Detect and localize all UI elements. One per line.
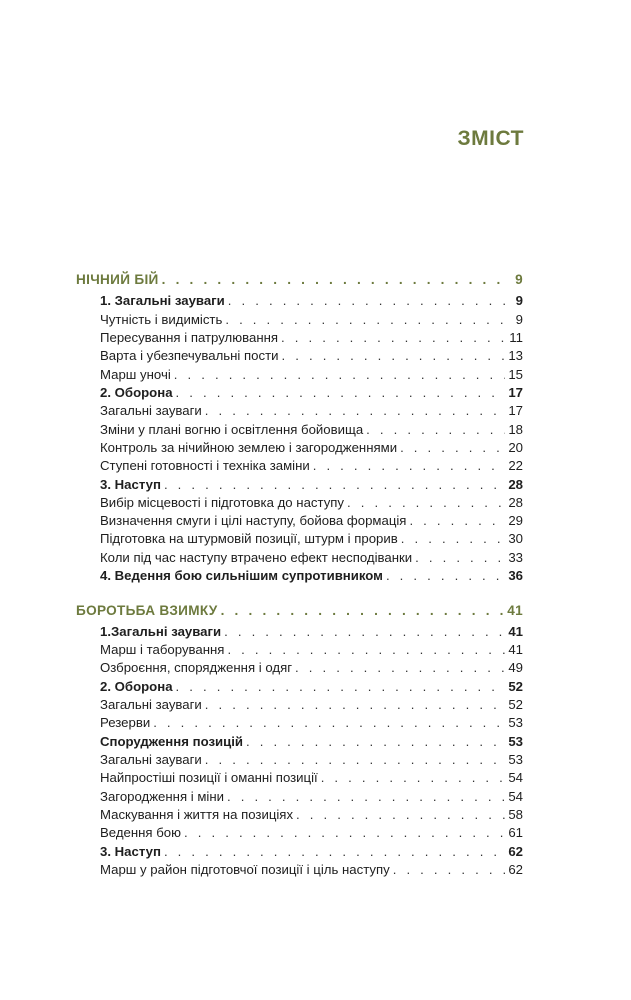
toc-entry [100,366,523,384]
toc-section [76,602,523,620]
toc-entry-label: Маскування і життя на позиціях [100,807,294,822]
toc-entry-label: Зміни у плані вогню і освітлення бойовища [100,422,364,437]
toc-entry-label: Загальні зауваги [100,752,202,767]
toc-entry-label: Найпростіші позиції і оманні позиції [100,770,318,785]
toc-entry [100,769,523,787]
toc-entry-label: Загальні зауваги [100,697,202,712]
toc-entry [100,421,523,439]
toc-entry-page: 15 [508,367,523,382]
toc-entry [100,347,523,365]
toc-leader-dots [162,271,506,289]
toc-entry-page: 52 [508,679,523,694]
toc-entry-label: 1. Загальні зауваги [100,293,225,308]
toc-leader-dots [205,402,506,420]
toc-entry [100,733,523,751]
toc-leader-dots [184,824,505,842]
toc-leader-dots [205,696,506,714]
toc-entry-page: 53 [508,734,523,749]
toc-leader-dots [415,549,505,567]
toc-entry-page: 41 [507,603,523,618]
toc-leader-dots [281,329,506,347]
toc-entry [100,512,523,530]
toc-entry [100,714,523,732]
toc-entry-label: 3. Наступ [100,844,161,859]
toc-entry [100,806,523,824]
toc-entry-page: 20 [508,440,523,455]
toc-entry-page: 62 [508,862,523,877]
toc-entry [100,494,523,512]
toc-leader-dots [400,439,505,457]
toc-entry [100,659,523,677]
toc-entry [100,457,523,475]
toc-entry-page: 36 [508,568,523,583]
toc-entry [100,549,523,567]
toc-leader-dots [224,623,505,641]
toc-entry-page: 53 [508,752,523,767]
toc-entry [100,329,523,347]
toc-entry-page: 28 [508,477,523,492]
toc-entry-label: Визначення смуги і цілі наступу, бойова формація [100,513,407,528]
toc-leader-dots [393,861,506,879]
toc-leader-dots [282,347,506,365]
toc-leader-dots [174,366,506,384]
toc-leader-dots [227,641,505,659]
toc-entry-label: Пересування і патрулювання [100,330,279,345]
toc-entry [100,384,523,402]
toc-leader-dots [228,292,506,310]
toc-entry [100,696,523,714]
toc-leader-dots [205,751,506,769]
toc-entry-page: 54 [508,789,523,804]
toc-leader-dots [386,567,505,585]
toc-leader-dots [164,843,505,861]
toc-leader-dots [313,457,506,475]
toc-entry-label: БОРОТЬБА ВЗИМКУ [76,603,218,618]
toc-entry [100,292,523,310]
toc-entry-label: 2. Оборона [100,385,173,400]
toc-entry-label: Марш уночі [100,367,171,382]
toc-leader-dots [296,806,505,824]
toc-entry [100,567,523,585]
toc-entry-label: Підготовка на штурмовій позиції, штурм і прорив [100,531,398,546]
toc-entry-label: Резерви [100,715,151,730]
toc-entry-label: Ведення бою [100,825,182,840]
toc-leader-dots [164,476,505,494]
toc-entry-page: 9 [515,272,523,287]
toc-entry [100,641,523,659]
toc-leader-dots [366,421,505,439]
toc-leader-dots [347,494,505,512]
toc-entry-page: 17 [508,385,523,400]
toc-entry [100,751,523,769]
toc-entry-label: Вибір місцевості і підготовка до наступу [100,495,345,510]
page-title: ЗМІСТ [457,127,524,150]
toc-entry-page: 30 [508,531,523,546]
toc-entry [100,311,523,329]
toc-entry-page: 49 [508,660,523,675]
toc-entry-page: 62 [508,844,523,859]
toc-section [76,271,523,289]
toc-entry-page: 9 [515,312,523,327]
toc-entry-page: 28 [508,495,523,510]
toc-entry-page: 41 [508,642,523,657]
toc-entry [100,402,523,420]
toc-entry-page: 54 [508,770,523,785]
toc-entry-page: 58 [508,807,523,822]
toc-entry-page: 29 [508,513,523,528]
toc-entry-label: Озброєння, спорядження і одяг [100,660,293,675]
toc-leader-dots [401,530,506,548]
toc-entry-page: 41 [508,624,523,639]
toc-entry [100,530,523,548]
toc-entry-page: 22 [508,458,523,473]
toc-leader-dots [176,678,506,696]
toc-entry-label: 4. Ведення бою сильнішим супротивником [100,568,383,583]
toc-entry [100,439,523,457]
toc-entry-page: 18 [508,422,523,437]
toc-leader-dots [221,602,505,620]
toc-entry [100,678,523,696]
toc-entry-label: НІЧНИЙ БІЙ [76,272,159,287]
toc-leader-dots [225,311,506,329]
toc-leader-dots [246,733,505,751]
toc-entry-label: Спорудження позицій [100,734,243,749]
toc-leader-dots [409,512,505,530]
toc-leader-dots [153,714,505,732]
toc-entry-label: 3. Наступ [100,477,161,492]
toc-entry-page: 13 [508,348,523,363]
toc-leader-dots [176,384,506,402]
toc-entry-label: Варта і убезпечувальні пости [100,348,279,363]
toc-entry-page: 17 [508,403,523,418]
toc-entry-page: 11 [509,330,523,345]
toc-entry-label: Марш і таборування [100,642,225,657]
toc-entry-page: 53 [508,715,523,730]
toc-leader-dots [227,788,505,806]
toc-entry-page: 33 [508,550,523,565]
toc-entry-page: 61 [508,825,523,840]
toc-entry-label: 1.Загальні зауваги [100,624,222,639]
toc-entry [100,623,523,641]
toc-entry [100,861,523,879]
toc-entry [100,788,523,806]
toc-entry-label: Марш у район підготовчої позиції і ціль наступу [100,862,390,877]
toc-entry-label: Ступені готовності і техніка заміни [100,458,310,473]
toc-entry-label: Загальні зауваги [100,403,202,418]
toc-leader-dots [295,659,505,677]
toc-entry-label: Коли під час наступу втрачено ефект несподіванки [100,550,413,565]
toc-entry-page: 9 [515,293,523,308]
toc-entry-page: 52 [508,697,523,712]
toc-entry [100,843,523,861]
toc-entry [100,476,523,494]
toc-entry [100,824,523,842]
toc-entry-label: 2. Оборона [100,679,173,694]
toc-entry-label: Загородження і міни [100,789,224,804]
toc-leader-dots [321,769,506,787]
toc-entry-label: Чутність і видимість [100,312,223,327]
toc-entry-label: Контроль за нічийною землею і загородженнями [100,440,398,455]
